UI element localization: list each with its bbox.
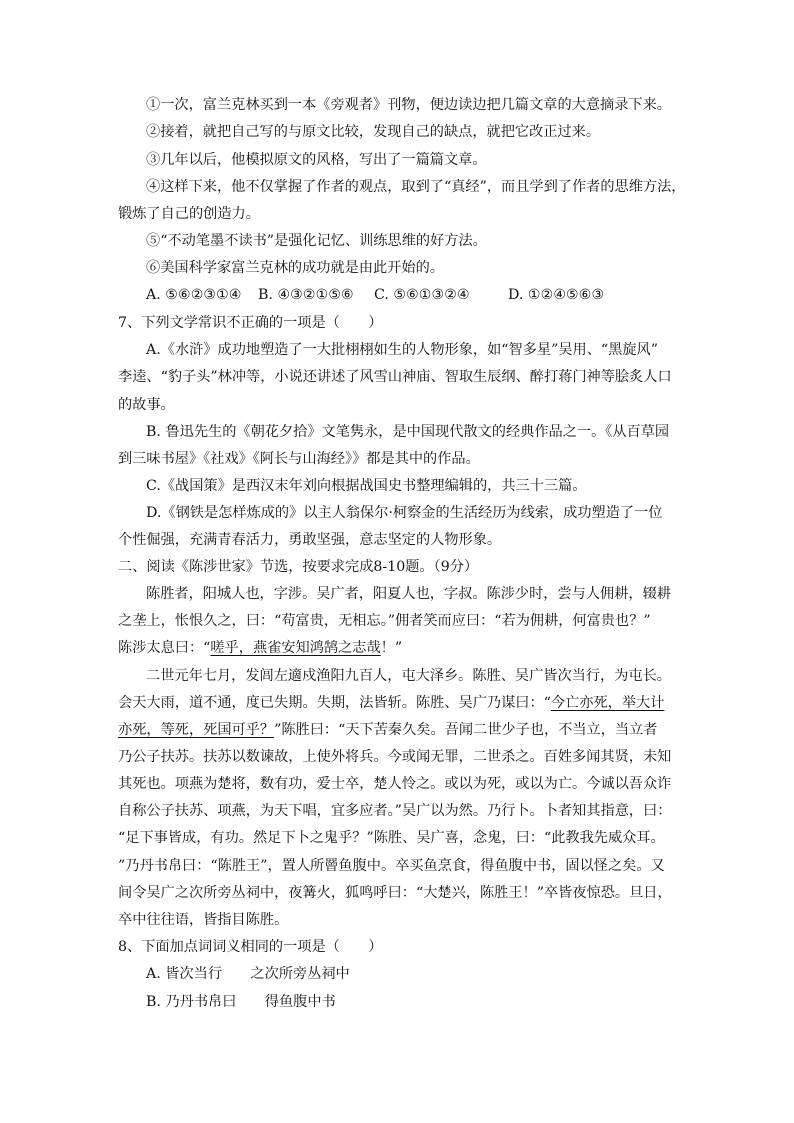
passage-p2-line1: 二世元年七月，发闾左適戍渔阳九百人，屯大泽乡。陈胜、吴广皆次当行，为屯长。 (146, 668, 671, 684)
q7-stem: 7、下列文学常识不正确的一项是（ ） (118, 315, 383, 331)
passage-p1-line3-a: 陈涉太息曰：“ (118, 640, 211, 656)
section2-heading: 二、阅读《陈涉世家》节选，按要求完成8-10题。（9分） (118, 559, 479, 575)
q7-option-a-line3: 的故事。 (118, 397, 175, 413)
q6-option-c: C. ⑤⑥①③②④ (374, 287, 470, 303)
sentence-5: ⑤“不动笔墨不读书”是强化记忆、训练思维的好方法。 (146, 233, 487, 249)
q8-stem: 8、下面加点词词义相同的一项是（ ） (118, 939, 383, 955)
q7-option-b-line1: B. 鲁迅先生的《朝花夕拾》文笔隽永，是中国现代散文的经典作品之一。《从百草园 (146, 424, 670, 440)
q7-option-a-line2: 李逵、“豹子头”林冲等，小说还讲述了风雪山神庙、智取生辰纲、醉打蒋门神等脍炙人口 (118, 369, 672, 385)
passage-p1-line1: 陈胜者，阳城人也，字涉。吴广者，阳夏人也，字叔。陈涉少时，尝与人佣耕，辍耕 (146, 586, 671, 602)
passage-p2-line10: 卒中往往语，皆指目陈胜。 (118, 912, 289, 928)
sentence-3: ③几年以后，他模拟原文的风格，写出了一篇篇文章。 (146, 152, 487, 168)
sentence-2: ②接着，就把自己写的与原文比较，发现自己的缺点，就把它改正过来。 (146, 124, 601, 140)
passage-p2-line7: “足下事皆成，有功。然足下卜之鬼乎？”陈胜、吴广喜，念鬼，曰：“此教我先威众耳。 (118, 830, 665, 846)
underlined-quote-1: 嗟乎，燕雀安知鸿鹄之志哉 (210, 640, 381, 656)
passage-p2-line2-a: 会天大雨，道不通，度已失期。失期，法皆斩。陈胜、吴广乃谋曰：“ (118, 695, 551, 711)
passage-p2-line9: 间令吴广之次所旁丛祠中，夜篝火，狐鸣呼曰：“大楚兴，陈胜王！”卒皆夜惊恐。旦日， (118, 885, 672, 901)
sentence-1: ①一次，富兰克林买到一本《旁观者》刊物，便边读边把几篇文章的大意摘录下来。 (146, 97, 671, 113)
sentence-4: ④这样下来，他不仅掌握了作者的观点，取到了“真经”，而且学到了作者的思维方法， (146, 179, 686, 195)
passage-p2-line6: 自称公子扶苏、项燕，为天下唱，宜多应者。”吴广以为然。乃行卜。卜者知其指意，曰： (118, 803, 672, 819)
underlined-quote-2b: 亦死，等死，死国可乎？ (118, 722, 275, 738)
passage-p2-line8: ”乃丹书帛曰：“陈胜王”，置人所罾鱼腹中。卒买鱼烹食，得鱼腹中书，固以怪之矣。又 (118, 858, 665, 874)
q7-option-b-line2: 到三味书屋》《社戏》《阿长与山海经》》都是其中的作品。 (118, 451, 480, 467)
passage-p2-line3-b: ”陈胜曰：“天下苦秦久矣。吾闻二世少子也，不当立，当立者 (274, 722, 658, 738)
passage-p2-line3 (118, 720, 678, 740)
q6-options (146, 285, 706, 305)
underlined-quote-2a: 今亡亦死，举大计 (550, 695, 665, 711)
sentence-4-cont: 锻炼了自己的创造力。 (118, 206, 260, 222)
passage-p1-line3-b: ！” (380, 640, 403, 656)
passage-p2-line2 (118, 693, 678, 713)
q8-option-b: B. 乃丹书帛曰 得鱼腹中书 (146, 994, 336, 1010)
q6-option-a: A. ⑤⑥②③①④ (146, 287, 242, 303)
passage-p1-line2: 之垄上，怅恨久之，曰：“苟富贵，无相忘。”佣者笑而应曰：“若为佣耕，何富贵也？” (118, 613, 651, 629)
sentence-6: ⑥美国科学家富兰克林的成功就是由此开始的。 (146, 260, 444, 276)
q8-option-a: A. 皆次当行 之次所旁丛祠中 (146, 966, 350, 982)
q7-option-a-line1: A.《水浒》成功地塑造了一大批栩栩如生的人物形象，如“智多星”吴用、“黑旋风” (146, 342, 658, 358)
passage-p2-line4: 乃公子扶苏。扶苏以数谏故，上使外将兵。今或闻无罪，二世杀之。百姓多闻其贤，未知 (118, 749, 672, 765)
q7-option-c: C.《战国策》是西汉末年刘向根据战国史书整理编辑的，共三十三篇。 (146, 478, 587, 494)
q6-option-d: D. ①②④⑤⑥③ (508, 287, 605, 303)
q6-option-b: B. ④③②①⑤⑥ (258, 287, 354, 303)
q7-option-d-line2: 个性倔强，充满青春活力，勇敢坚强，意志坚定的人物形象。 (118, 532, 502, 548)
passage-p2-line5: 其死也。项燕为楚将，数有功，爱士卒，楚人怜之。或以为死，或以为亡。今诚以吾众诈 (118, 776, 672, 792)
passage-p1-line3 (118, 638, 678, 658)
q7-option-d-line1: D.《钢铁是怎样炼成的》以主人翁保尔·柯察金的生活经历为线索，成功塑造了一位 (146, 505, 663, 521)
